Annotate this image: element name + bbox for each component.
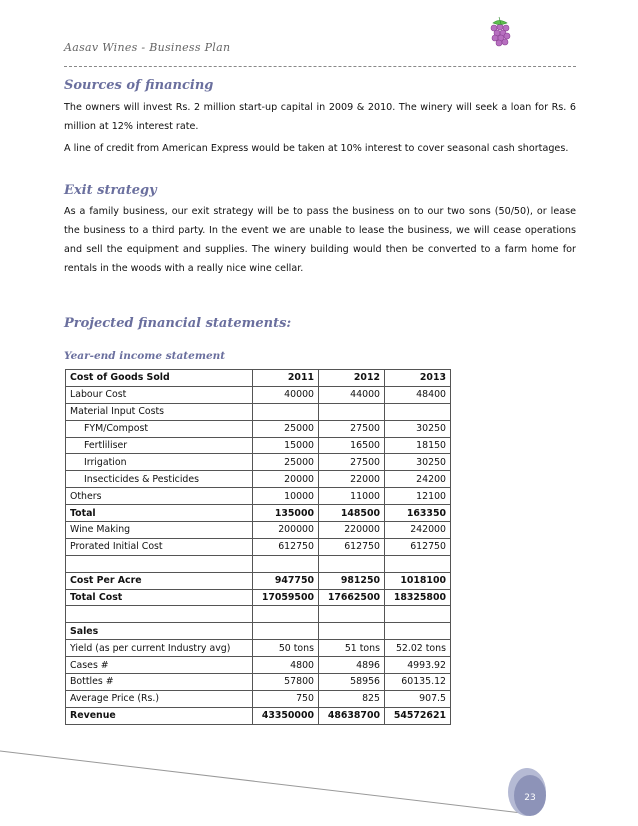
cell-value: 135000	[253, 505, 319, 522]
cell-value: 60135.12	[385, 674, 451, 691]
row-label: Irrigation	[66, 454, 253, 471]
cell-value: 612750	[319, 538, 385, 555]
cell-value: 54572621	[385, 707, 451, 724]
row-label: Total	[66, 505, 253, 522]
cell-value: 163350	[385, 505, 451, 522]
cell-value: 52.02 tons	[385, 640, 451, 657]
cell-value: 48638700	[319, 707, 385, 724]
cell-value: 612750	[385, 538, 451, 555]
page-number: 23	[514, 775, 546, 816]
row-label: Others	[66, 488, 253, 505]
row-label: Average Price (Rs.)	[66, 690, 253, 707]
row-label: Labour Cost	[66, 386, 253, 403]
cell-value: 242000	[385, 522, 451, 539]
cell-value: 200000	[253, 522, 319, 539]
cell-value: 825	[319, 690, 385, 707]
cell-value: 907.5	[385, 690, 451, 707]
exit-paragraph: As a family business, our exit strategy will be to pass the business on to our two sons (50/50), or lease the business to a third party. In the event we are unable to lease the business, we will cease operations and sell the equipment and supplies. The winery building would then be converted to a farm home for rentals in the woods with a really nice wine cellar.	[64, 206, 576, 274]
cell-value: 17662500	[319, 589, 385, 606]
cell-value: 947750	[253, 572, 319, 589]
cell-value: 25000	[253, 420, 319, 437]
row-label: Sales	[66, 623, 253, 640]
row-label: Bottles #	[66, 674, 253, 691]
row-label: Yield (as per current Industry avg)	[66, 640, 253, 657]
cell-value: 40000	[253, 386, 319, 403]
row-label: Fertliliser	[66, 437, 253, 454]
cell-value: 2011	[253, 370, 319, 387]
cell-value: 18325800	[385, 589, 451, 606]
cell-value: 48400	[385, 386, 451, 403]
cell-value: 24200	[385, 471, 451, 488]
row-label: Cases #	[66, 657, 253, 674]
cell-value: 44000	[319, 386, 385, 403]
section-title-financing: Sources of financing	[64, 78, 214, 93]
cell-value: 43350000	[253, 707, 319, 724]
cell-value: 220000	[319, 522, 385, 539]
income-statement-subtitle: Year-end income statement	[64, 350, 226, 362]
cell-value: 1018100	[385, 572, 451, 589]
cell-value: 2012	[319, 370, 385, 387]
cell-value: 50 tons	[253, 640, 319, 657]
cell-value: 612750	[253, 538, 319, 555]
row-label: Wine Making	[66, 522, 253, 539]
cell-value: 981250	[319, 572, 385, 589]
cell-value: 12100	[385, 488, 451, 505]
cell-value: 4993.92	[385, 657, 451, 674]
cell-value: 16500	[319, 437, 385, 454]
cell-value: 18150	[385, 437, 451, 454]
row-label: Total Cost	[66, 589, 253, 606]
cell-value: 17059500	[253, 589, 319, 606]
cell-value: 15000	[253, 437, 319, 454]
row-label: FYM/Compost	[66, 420, 253, 437]
section-title-exit: Exit strategy	[64, 183, 157, 198]
financing-paragraph-1: The owners will invest Rs. 2 million start-up capital in 2009 & 2010. The winery will seek a loan for Rs. 6 million at 12% interest rate.	[64, 102, 576, 132]
row-label: Prorated Initial Cost	[66, 538, 253, 555]
header-title: Aasav Wines - Business Plan	[64, 41, 231, 54]
cell-value: 30250	[385, 420, 451, 437]
row-label: Cost Per Acre	[66, 572, 253, 589]
row-label: Cost of Goods Sold	[66, 370, 253, 387]
cell-value: 2013	[385, 370, 451, 387]
cell-value: 30250	[385, 454, 451, 471]
row-label: Material Input Costs	[66, 403, 253, 420]
cell-value: 27500	[319, 420, 385, 437]
financing-paragraph-2: A line of credit from American Express would be taken at 10% interest to cover seasonal cash shortages.	[64, 143, 569, 154]
cell-value: 4800	[253, 657, 319, 674]
cell-value: 51 tons	[319, 640, 385, 657]
row-label: Insecticides & Pesticides	[66, 471, 253, 488]
cell-value: 148500	[319, 505, 385, 522]
cell-value: 58956	[319, 674, 385, 691]
cell-value: 27500	[319, 454, 385, 471]
cell-value: 20000	[253, 471, 319, 488]
cell-value: 750	[253, 690, 319, 707]
cell-value: 22000	[319, 471, 385, 488]
cell-value: 4896	[319, 657, 385, 674]
section-title-projected: Projected financial statements:	[64, 316, 292, 331]
cell-value: 25000	[253, 454, 319, 471]
cell-value: 10000	[253, 488, 319, 505]
row-label: Revenue	[66, 707, 253, 724]
cell-value: 57800	[253, 674, 319, 691]
cell-value: 11000	[319, 488, 385, 505]
